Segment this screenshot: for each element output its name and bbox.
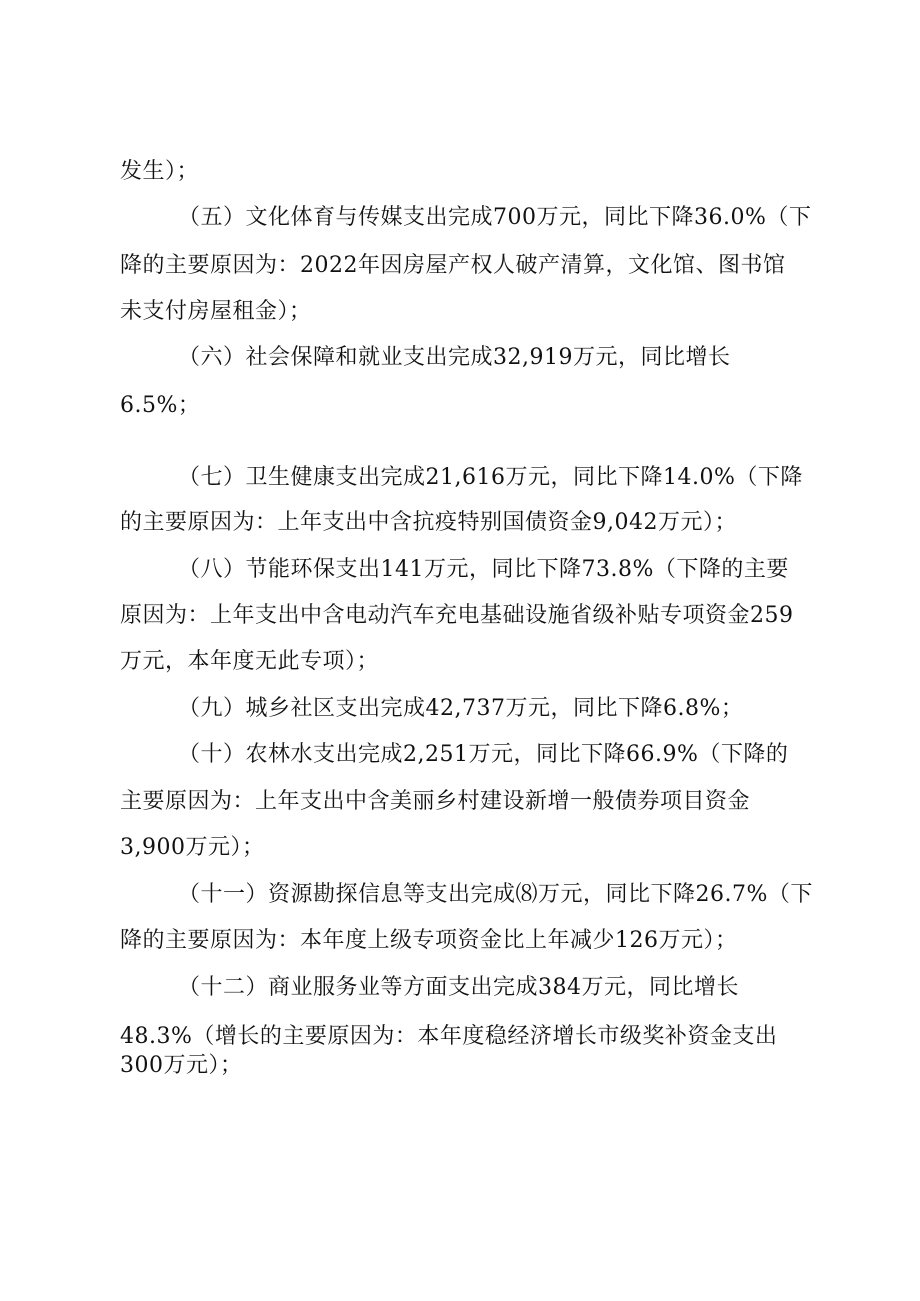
text-line: （五）文化体育与传媒支出完成700万元，同比下降36.0%（下 — [178, 205, 812, 230]
text-line: 300万元）； — [120, 1053, 243, 1078]
text-line: （七）卫生健康支出完成21,616万元，同比下降14.0%（下降 — [178, 465, 803, 490]
text-line: （九）城乡社区支出完成42,737万元，同比下降6.8%； — [178, 696, 744, 721]
text-line: 万元，本年度无此专项）； — [120, 649, 380, 674]
text-line: 降的主要原因为：本年度上级专项资金比上年减少126万元）； — [120, 928, 738, 953]
text-line: 未支付房屋租金）； — [120, 299, 312, 324]
text-line: 的主要原因为：上年支出中含抗疫特别国债资金9,042万元）； — [120, 510, 737, 535]
text-line: 原因为：上年支出中含电动汽车充电基础设施省级补贴专项资金259 — [120, 603, 794, 628]
text-line: （十）农林水支出完成2,251万元，同比下降66.9%（下降的 — [178, 742, 789, 767]
text-line: 3,900万元）； — [120, 835, 265, 860]
text-line: 主要原因为：上年支出中含美丽乡村建设新增一般债券项目资金 — [120, 789, 751, 814]
text-line: 6.5%； — [120, 393, 201, 418]
text-line: （八）节能环保支出141万元，同比下降73.8%（下降的主要 — [178, 557, 789, 582]
text-line: （十二）商业服务业等方面支出完成384万元，同比增长 — [178, 975, 739, 1000]
text-line: （十一）资源勘探信息等支出完成⑻万元，同比下降26.7%（下 — [178, 882, 813, 907]
text-line: 降的主要原因为：2022年因房屋产权人破产清算，文化馆、图书馆 — [120, 253, 786, 278]
text-line: （六）社会保障和就业支出完成32,919万元，同比增长 — [178, 345, 731, 370]
text-line: 发生）； — [120, 159, 200, 184]
text-line: 48.3%（增长的主要原因为：本年度稳经济增长市级奖补资金支出 — [120, 1024, 778, 1049]
